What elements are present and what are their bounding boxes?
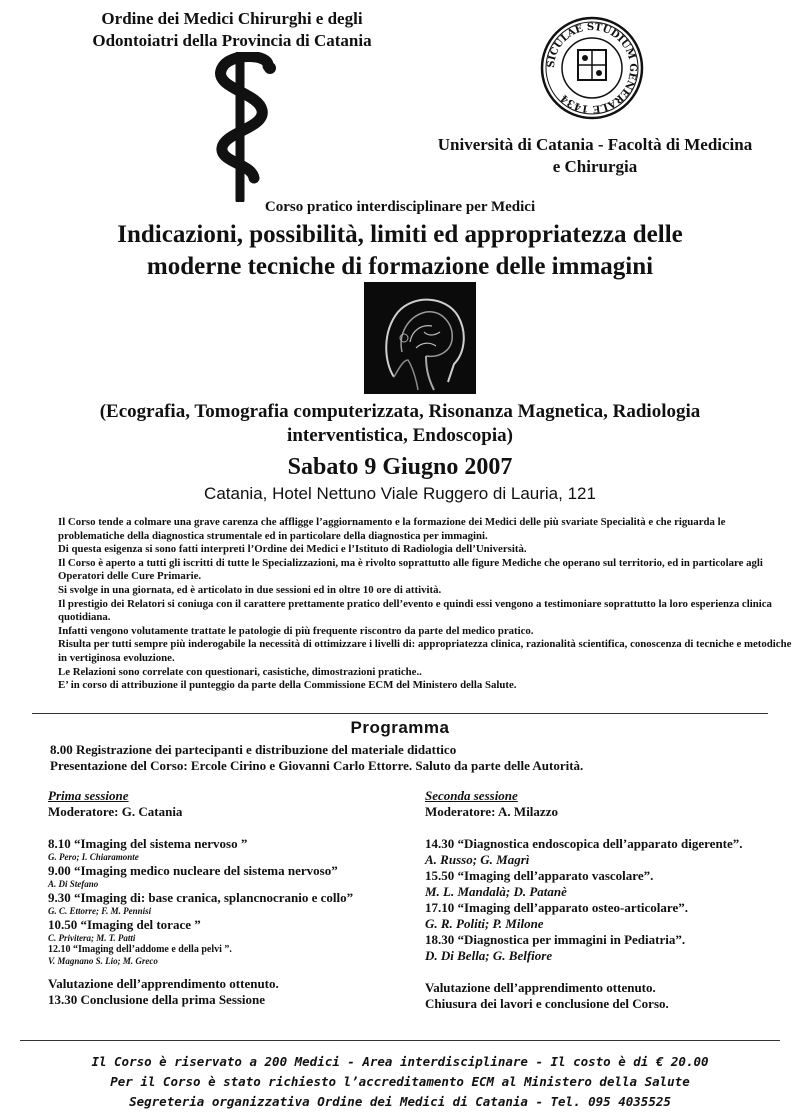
intro-paragraph: Risulta per tutti sempre più inderogabile la necessità di ottimizzare i livelli di: appropriatezza clinica, razionalità scientifica, conoscenza di tecniche e metodiche in vertiginosa evoluzione. (58, 638, 792, 664)
course-title-line-1: Indicazioni, possibilità, limiti ed appropriatezza delle (117, 221, 683, 248)
intro-paragraph: Di questa esigenza si sono fatti interpreti l’Ordine dei Medici e l’Istituto di Radiologia dell’Università. (58, 543, 527, 556)
session-1-column (48, 788, 408, 1008)
footer-line-2: Per il Corso è stato richiesto l’accreditamento ECM al Ministero della Salute (110, 1074, 690, 1089)
intro-paragraph: Si svolge in una giornata, ed è articolato in due sessioni ed in oltre 10 ore di attività. (58, 583, 442, 596)
footer-line-1: Il Corso è riservato a 200 Medici - Area interdisciplinare - Il costo è di € 20.00 (91, 1054, 709, 1069)
org-line-1: Ordine dei Medici Chirurghi e degli (101, 9, 363, 28)
session-2-speakers: A. Russo; G. Magrì (425, 852, 530, 867)
session-1-talk: 12.10 “Imaging dell’addome e della pelvi ”. (48, 944, 232, 955)
programme-line-1: 8.00 Registrazione dei partecipanti e distribuzione del materiale didattico (50, 742, 457, 757)
university-seal-icon (540, 16, 644, 120)
session-1-talk: 8.10 “Imaging del sistema nervoso ” (48, 836, 248, 851)
session-2-heading: Seconda sessione (425, 788, 518, 803)
intro-paragraph: Il Corso è aperto a tutti gli iscritti di tutte le Specializzazioni, ma è rivolto soprattutto alle figure Mediche che operano sul territorio, ed in particolare agli Operatori delle Cure Primarie. (58, 556, 763, 583)
univ-line-1: Università di Catania - Facoltà di Medicina (437, 135, 753, 154)
session-1-moderator: Moderatore: G. Catania (48, 804, 183, 819)
course-type: Corso pratico interdisciplinare per Medici (264, 199, 536, 215)
course-subtitle (60, 400, 740, 448)
session-2-talk: 15.50 “Imaging dell’apparato vascolare”. (425, 868, 654, 883)
session-2-speakers: D. Di Bella; G. Belfiore (425, 948, 553, 963)
event-date: Sabato 9 Giugno 2007 (287, 454, 513, 480)
session-2-closing: Chiusura dei lavori e conclusione del Corso. (425, 996, 669, 1011)
intro-paragraph: E’ in corso di attribuzione il punteggio da parte della Commissione ECM del Ministero della Salute. (58, 679, 517, 692)
mri-head-image-icon (364, 282, 476, 394)
intro-text (58, 516, 792, 693)
org-line-2: Odontoiatri della Provincia di Catania (92, 31, 372, 50)
session-2-talk: 14.30 “Diagnostica endoscopica dell’apparato digerente”. (425, 836, 743, 851)
intro-paragraph: Infatti vengono volutamente trattate le patologie di più frequente riscontro da parte del medico pratico. (58, 624, 534, 637)
univ-line-2: e Chirurgia (552, 157, 638, 176)
section-divider (32, 713, 768, 714)
intro-paragraph: Le Relazioni sono correlate con questionari, casistiche, dimostrazioni pratiche.. (58, 665, 422, 678)
caduceus-logo-icon (200, 52, 290, 202)
session-1-heading: Prima sessione (48, 788, 129, 803)
session-2-speakers: M. L. Mandalà; D. Patanè (425, 884, 567, 899)
course-title (0, 219, 800, 283)
footer-line-3: Segreteria organizzativa Ordine dei Medici di Catania - Tel. 095 4035525 (129, 1094, 671, 1109)
intro-paragraph: Il prestigio dei Relatori si coniuga con il carattere prettamente pratico dell’evento e quindi essi vengono a testimoniare soprattutto la loro esperienza clinica quotidiana. (58, 597, 772, 624)
session-1-talk: 10.50 “Imaging del torace ” (48, 917, 201, 932)
programme-line-2: Presentazione del Corso: Ercole Cirino e Giovanni Carlo Ettorre. Saluto da parte delle Autorità. (50, 758, 584, 773)
footer-info (0, 1052, 800, 1112)
session-2-talk: 18.30 “Diagnostica per immagini in Pediatria”. (425, 932, 686, 947)
subtitle-line-2: interventistica, Endoscopia) (287, 425, 513, 446)
session-2-column (425, 788, 785, 1012)
session-1-speakers: V. Magnano S. Lio; M. Greco (48, 956, 158, 966)
session-1-talk: 9.00 “Imaging medico nucleare del sistema nervoso” (48, 863, 338, 878)
subtitle-line-1: (Ecografia, Tomografia computerizzata, Risonanza Magnetica, Radiologia (99, 401, 701, 422)
session-1-speakers: C. Privitera; M. T. Patti (48, 933, 136, 943)
programme-title: Programma (350, 718, 450, 737)
session-1-speakers: A. Di Stefano (48, 879, 99, 889)
session-2-moderator: Moderatore: A. Milazzo (425, 804, 558, 819)
session-2-talk: 17.10 “Imaging dell’apparato osteo-articolare”. (425, 900, 688, 915)
session-1-talk: 9.30 “Imaging di: base cranica, splancnocranio e collo” (48, 890, 354, 905)
session-1-speakers: G. C. Ettorre; F. M. Pennisi (48, 906, 152, 916)
university-title (405, 134, 785, 178)
session-2-speakers: G. R. Politi; P. Milone (425, 916, 544, 931)
session-2-closing: Valutazione dell’apprendimento ottenuto. (425, 980, 656, 995)
intro-paragraph: Il Corso tende a colmare una grave carenza che affligge l’aggiornamento e la formazione dei Medici delle più svariate Specialità e che riguarda le problematiche della diagnostica strumentale ed in particolare della diagnostica per immagini. (58, 516, 726, 542)
organization-title (62, 8, 402, 52)
footer-divider (20, 1040, 780, 1041)
course-title-line-2: moderne tecniche di formazione delle immagini (146, 253, 654, 280)
session-1-speakers: G. Pero; I. Chiaramonte (48, 852, 139, 862)
session-1-closing: Valutazione dell’apprendimento ottenuto. (48, 976, 279, 991)
programme-intro (50, 742, 770, 774)
session-1-closing: 13.30 Conclusione della prima Sessione (48, 992, 266, 1007)
seal-text: SICULAE STUDIUM GENERALE 1434 (545, 21, 639, 115)
event-venue: Catania, Hotel Nettuno Viale Ruggero di Lauria, 121 (204, 484, 596, 503)
